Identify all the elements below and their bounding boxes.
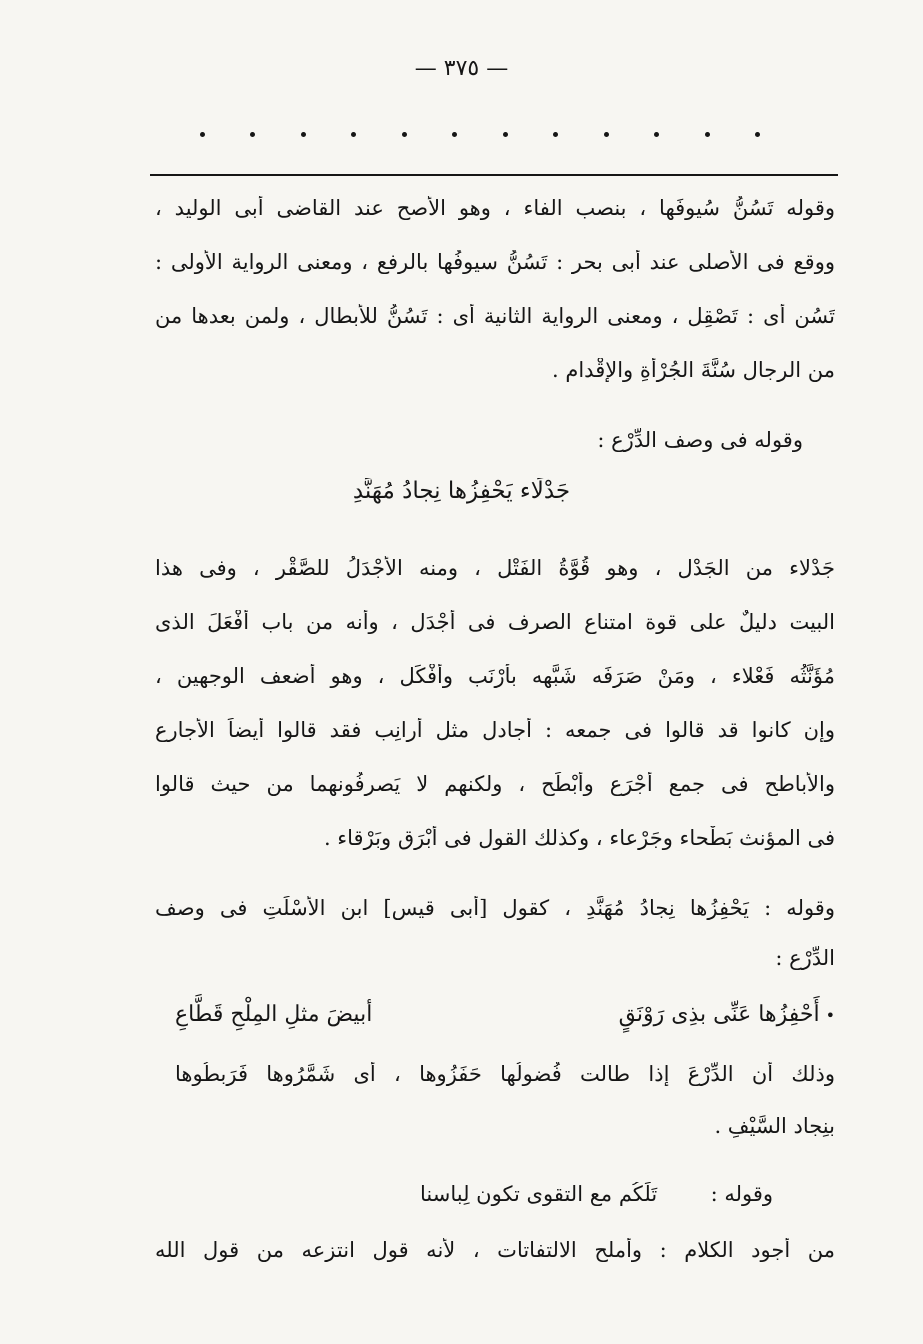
divider-dot [351, 132, 356, 137]
verse-3-intro: وقوله : [710, 1182, 773, 1206]
paragraph-2-line-2: البيت دليلٌ على قوة امتناع الصرف فى أَجْدَل ، وأنه من باب أَفْعَلَ الذى [155, 610, 835, 634]
divider-dot [301, 132, 306, 137]
paragraph-4-line-1: وذلك أن الدِّرْعَ إذا طالت فُضولُها حَفَزُوها ، أى شَمَّرُوها فَرَبطُوها [175, 1062, 835, 1086]
divider-dot [654, 132, 659, 137]
divider-dot [604, 132, 609, 137]
paragraph-2-line-1: جَدْلاء من الجَدْل ، وهو قُوَّةُ الفَتْلِ ، ومنه الأَجْدَلُ للصَّقْرِ ، وفى هذا [155, 556, 835, 580]
dot-divider [200, 132, 760, 137]
paragraph-1-line-2: ووقع فى الأصلى عند أبى بحر : تَسُنُّ سيوفُها بالرفع ، ومعنى الرواية الأولى : [155, 250, 835, 274]
divider-dot [250, 132, 255, 137]
page-number: — ٣٧٥ — [414, 56, 509, 81]
verse-1: جَدْلَاء يَحْفِزُها نِجادُ مُهَنَّدِ [352, 478, 571, 504]
verse-2-first-half [619, 1002, 835, 1027]
paragraph-1-line-1: وقوله تَسُنُّ سُيوفَها ، بنصب الفاء ، وهو الأصح عند القاضى أبى الوليد ، [155, 196, 835, 220]
paragraph-4-line-2: بنِجاد السَّيْفِ . [714, 1114, 835, 1138]
divider-dot [705, 132, 710, 137]
verse-3 [213, 1182, 773, 1206]
paragraph-3-line-2: الدِّرْع : [775, 946, 835, 970]
paragraph-2-line-4: وإن كانوا قد قالوا فى جمعه : أجادل مثل أَرانِب فقد قالوا أيضاً الأَجارِع [155, 718, 835, 742]
paragraph-3-line-1: وقوله : يَحْفِزُها نِجادُ مُهَنَّدِ ، كقول [أبى قيس] ابن الأَسْلَتِ فى وصف [155, 896, 835, 920]
header-rule [150, 174, 838, 176]
divider-dot [755, 132, 760, 137]
verse-2 [175, 1002, 835, 1027]
divider-dot [200, 132, 205, 137]
divider-dot [553, 132, 558, 137]
bullet-icon: • [825, 1006, 835, 1025]
verse-2-second-half: أبيضَ مثلِ المِلْحِ قَطَّاعِ [175, 1002, 373, 1027]
paragraph-5-line-1: من أجود الكلام : وأملح الالتفاتات ، لأنه قول انتزعه من قول الله [155, 1238, 835, 1262]
paragraph-2-line-5: والأباطح فى جمع أَجْرَع وأَبْطَح ، ولكنهم لا يَصرِفُونهما من حيث قالوا [155, 772, 835, 796]
paragraph-1-line-3: تَسُن أى : تَصْقِل ، ومعنى الرواية الثانية أى : تَسُنُّ للأبطال ، ولمن بعدها من [155, 304, 835, 328]
paragraph-1-line-4: من الرجال سُنَّةَ الجُرْأَةِ والإِقْدام . [552, 358, 835, 382]
verse-2-first-half-text: أَحْفِزُها عَنِّى بذِى رَوْنَقٍ [618, 1002, 820, 1027]
paragraph-2-line-3: مُؤَنَّثُه فَعْلاء ، ومَنْ صَرَفَه شَبَّهه بأَرْنَب وأَفْكَل ، وهو أضعف الوجهين ، [155, 664, 835, 688]
verse-3-text: تَلَكُم مع التقوى تكون لِباسنا [420, 1182, 658, 1206]
divider-dot [402, 132, 407, 137]
divider-dot [503, 132, 508, 137]
section-heading-1: وقوله فى وصف الدِّرْع : [597, 428, 803, 452]
divider-dot [452, 132, 457, 137]
paragraph-2-line-6: فى المؤنث بَطْحاء وجَرْعاء ، وكذلك القول فى أَبْرَق وبَرْقاء . [323, 826, 835, 850]
